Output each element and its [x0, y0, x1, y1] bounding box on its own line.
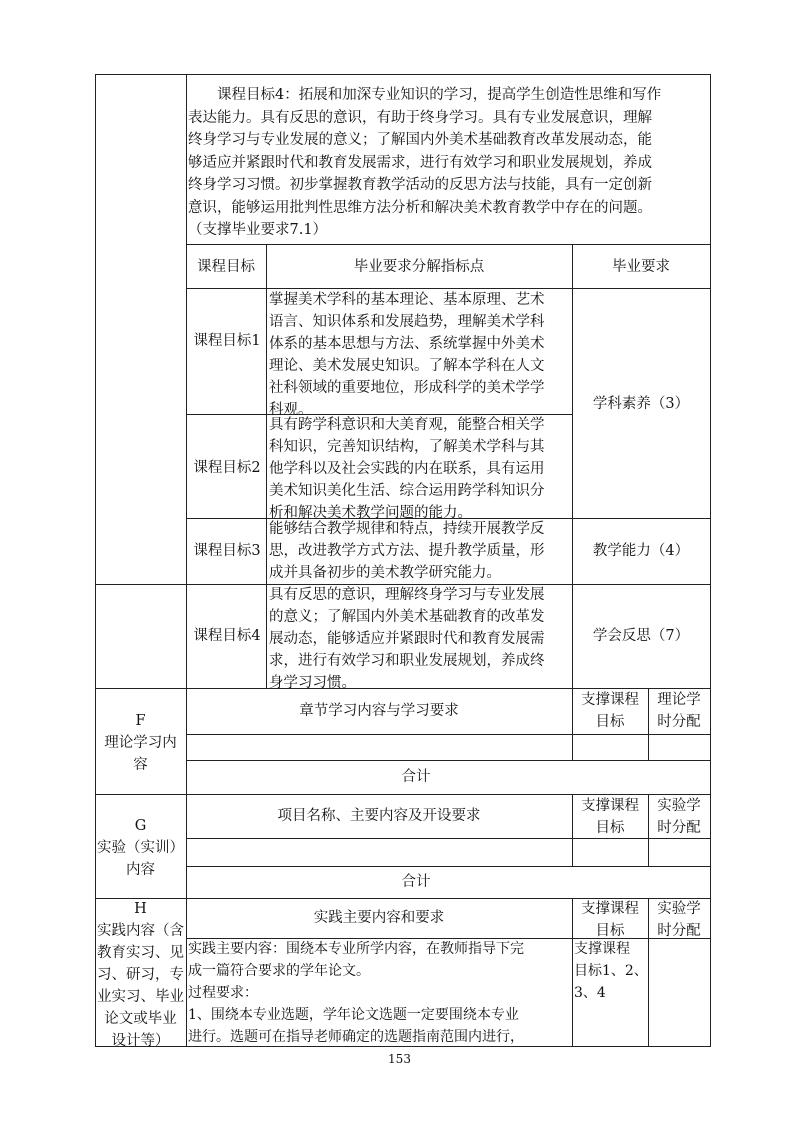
section-h-label: H 实践内容（含 教育实习、见 习、研习，专 业实习、毕业 论文或毕业 设计等）	[97, 901, 184, 1049]
section-g-total: 合计	[401, 874, 431, 890]
section-h-support-header: 支撑课程 目标	[581, 901, 639, 939]
section-h-support: 支撑课程 目标1、2、 3、4	[574, 941, 648, 1001]
objective-1-label: 课程目标1	[193, 333, 261, 349]
objective-4-indicator: 具有反思的意识，理解终身学习与专业发展 的意义；了解国内外美术基础教育的改革发 展动态，能够适应并紧跟时代和教育发展需 求，进行有效学习和职业发展规划，养成终 身学习习惯。	[269, 587, 545, 691]
requirement-subject-literacy: 学科素养（3）	[592, 396, 690, 412]
section-h-content: 实践主要内容：围绕本专业所学内容，在教师指导下完 成一篇符合要求的学年论文。 过程要求： 1、围绕本专业选题，学年论文选题一定要围绕本专业 进行。选题可在指导老师确定的选题指南范围内进行，	[188, 941, 524, 1045]
section-f-total: 合计	[401, 769, 431, 785]
page-number: 153	[388, 1052, 411, 1066]
section-g-content-header: 项目名称、主要内容及开设要求	[277, 808, 481, 824]
objective-3-indicator: 能够结合教学规律和特点，持续开展教学反 思，改进教学方式方法、提升教学质量，形 成并具备初步的美术教学研究能力。	[269, 521, 545, 581]
objective-4-label: 课程目标4	[193, 628, 261, 644]
section-f-hours-header: 理论学 时分配	[657, 692, 701, 730]
section-f-content-header: 章节学习内容与学习要求	[299, 703, 459, 719]
objective-2-label: 课程目标2	[193, 460, 261, 476]
header-indicator: 毕业要求分解指标点	[353, 259, 485, 275]
header-objective: 课程目标	[197, 259, 255, 275]
objective-3-label: 课程目标3	[193, 543, 261, 559]
section-h-hours-header: 实验学 时分配	[657, 901, 701, 939]
objective-2-indicator: 具有跨学科意识和大美育观，能整合相关学 科知识，完善知识结构，了解美术学科与其 他学科以及社会实践的内在联系，具有运用 美术知识美化生活、综合运用跨学科知识分 析和解决美术教学问题的能力。	[269, 417, 545, 521]
requirement-teaching-ability: 教学能力（4）	[592, 543, 690, 559]
section-f-label: F 理论学习内 容	[104, 713, 177, 773]
objective-4-paragraph: 课程目标4：拓展和加深专业知识的学习，提高学生创造性思维和写作 表达能力。具有反思的意识，有助于终身学习。具有专业发展意识，理解 终身学习与专业发展的意义；了解国内外美术基础教育改革发展动态，能 够适应并紧跟时代和教育发展需求，进行有效学习和职业发展规划，养成 终身学习习惯。初步掌握教育教学活动的反思方法与技能，具有一定创新 意识，能够运用批判性思维方法分析和解决美术教育教学中存在的问题。 （支撑毕业要求7.1）	[188, 87, 662, 238]
section-g-support-header: 支撑课程 目标	[581, 798, 639, 836]
section-f-support-header: 支撑课程 目标	[581, 692, 639, 730]
objective-1-indicator: 掌握美术学科的基本理论、基本原理、艺术 语言、知识体系和发展趋势，理解美术学科 体系的基本思想与方法、系统掌握中外美术 理论、美术发展史知识。了解本学科在人文 社科领域的重要地位，形成科学的美术学学 科观。	[269, 292, 545, 418]
section-g-label: G 实验（实训） 内容	[97, 818, 184, 878]
header-requirement: 毕业要求	[612, 259, 670, 275]
section-g-hours-header: 实验学 时分配	[657, 798, 701, 836]
requirement-reflection: 学会反思（7）	[592, 628, 690, 644]
section-h-content-header: 实践主要内容和要求	[313, 910, 445, 926]
